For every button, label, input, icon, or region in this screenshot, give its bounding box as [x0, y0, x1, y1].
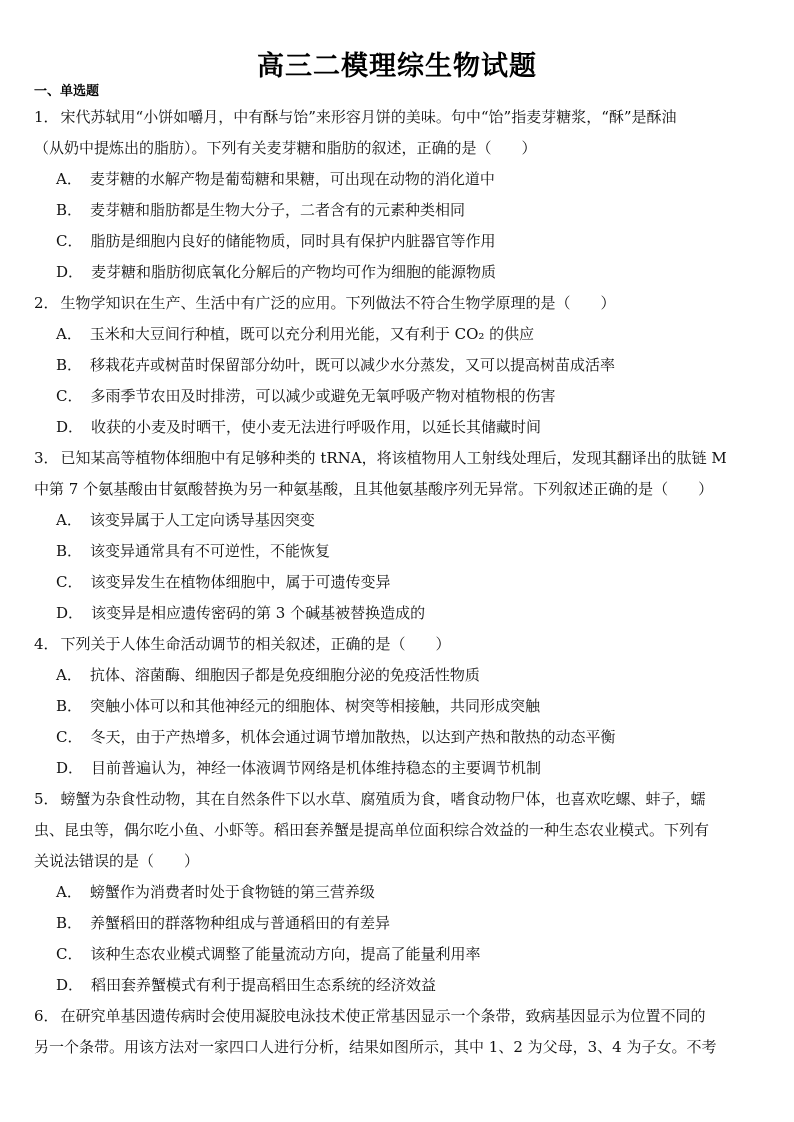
question-text: （从奶中提炼出的脂肪）。下列有关麦芽糖和脂肪的叙述，正确的是（ ）	[34, 139, 537, 157]
question-2-option-d: D． 收获的小麦及时晒干，使小麦无法进行呼吸作用，以延长其储藏时间	[56, 418, 542, 436]
question-1-option-a: A． 麦芽糖的水解产物是葡萄糖和果糖，可出现在动物的消化道中	[56, 170, 495, 188]
question-2-option-a: A． 玉米和大豆间行种植，既可以充分利用光能，又有利于 CO₂ 的供应	[56, 325, 535, 343]
question-3-option-a: A． 该变异属于人工定向诱导基因突变	[56, 511, 315, 529]
question-2-option-b: B． 移栽花卉或树苗时保留部分幼叶，既可以减少水分蒸发，又可以提高树苗成活率	[56, 356, 616, 374]
question-3-stem: 3． 已知某高等植物体细胞中有足够种类的 tRNA，将该植物用人工射线处理后，发现其翻译出的肽链 M 中第 7 个氨基酸由甘氨酸替换为另一种氨基酸，且其他氨基酸序列无异常。下列叙述正确的是（ ）	[34, 449, 727, 498]
question-5-option-b: B． 养蟹稻田的群落物种组成与普通稻田的有差异	[56, 914, 391, 932]
question-3-option-b: B． 该变异通常具有不可逆性，不能恢复	[56, 542, 331, 560]
question-4-option-a: A． 抗体、溶菌酶、细胞因子都是免疫细胞分泌的免疫活性物质	[56, 666, 480, 684]
question-1-option-d: D． 麦芽糖和脂肪彻底氧化分解后的产物均可作为细胞的能源物质	[56, 263, 497, 281]
question-number: 1．	[34, 108, 59, 126]
question-2-stem: 2． 生物学知识在生产、生活中有广泛的应用。下列做法不符合生物学原理的是（ ）	[34, 294, 616, 312]
question-5-option-a: A． 螃蟹作为消费者时处于食物链的第三营养级	[56, 883, 375, 901]
question-5-option-c: C． 该种生态农业模式调整了能量流动方向，提高了能量利用率	[56, 945, 481, 963]
question-1-stem	[34, 102, 762, 164]
question-4-stem: 4． 下列关于人体生命活动调节的相关叙述，正确的是（ ）	[34, 635, 451, 653]
question-4-option-c: C． 冬天，由于产热增多，机体会通过调节增加散热，以达到产热和散热的动态平衡	[56, 728, 616, 746]
section-heading: 一、单选题	[34, 84, 100, 99]
question-2-option-c: C． 多雨季节农田及时排涝，可以减少或避免无氧呼吸产物对植物根的伤害	[56, 387, 556, 405]
question-4-option-d: D． 目前普遍认为，神经一体液调节网络是机体维持稳态的主要调节机制	[56, 759, 542, 777]
question-1-option-b: B． 麦芽糖和脂肪都是生物大分子，二者含有的元素种类相同	[56, 201, 466, 219]
question-3-option-c: C． 该变异发生在植物体细胞中，属于可遗传变异	[56, 573, 391, 591]
question-5-stem: 5． 螃蟹为杂食性动物，其在自然条件下以水草、腐殖质为食，嗜食动物尸体，也喜欢吃螺、蚌子，蠕 虫、昆虫等，偶尔吃小鱼、小虾等。稻田套养蟹是提高单位面积综合效益的一种生态农业模式。下列有 关说法错误的是（ ）	[34, 790, 710, 870]
question-5-option-d: D． 稻田套养蟹模式有利于提高稻田生态系统的经济效益	[56, 976, 437, 994]
question-4-option-b: B． 突触小体可以和其他神经元的细胞体、树突等相接触，共同形成突触	[56, 697, 541, 715]
page-title: 高三二模理综生物试题	[257, 51, 537, 82]
question-3-option-d: D． 该变异是相应遗传密码的第 3 个碱基被替换造成的	[56, 604, 426, 622]
question-1-option-c: C． 脂肪是细胞内良好的储能物质，同时具有保护内脏器官等作用	[56, 232, 496, 250]
question-text: 宋代苏轼用“小饼如嚼月，中有酥与饴”来形容月饼的美味。句中“饴”指麦芽糖浆，“酥”是酥油	[60, 108, 677, 126]
question-6-stem: 6． 在研究单基因遗传病时会使用凝胶电泳技术使正常基因显示一个条带，致病基因显示为位置不同的 另一个条带。用该方法对一家四口人进行分析，结果如图所示，其中 1、2 为父母，3、4 为子女。不考	[34, 1007, 717, 1056]
